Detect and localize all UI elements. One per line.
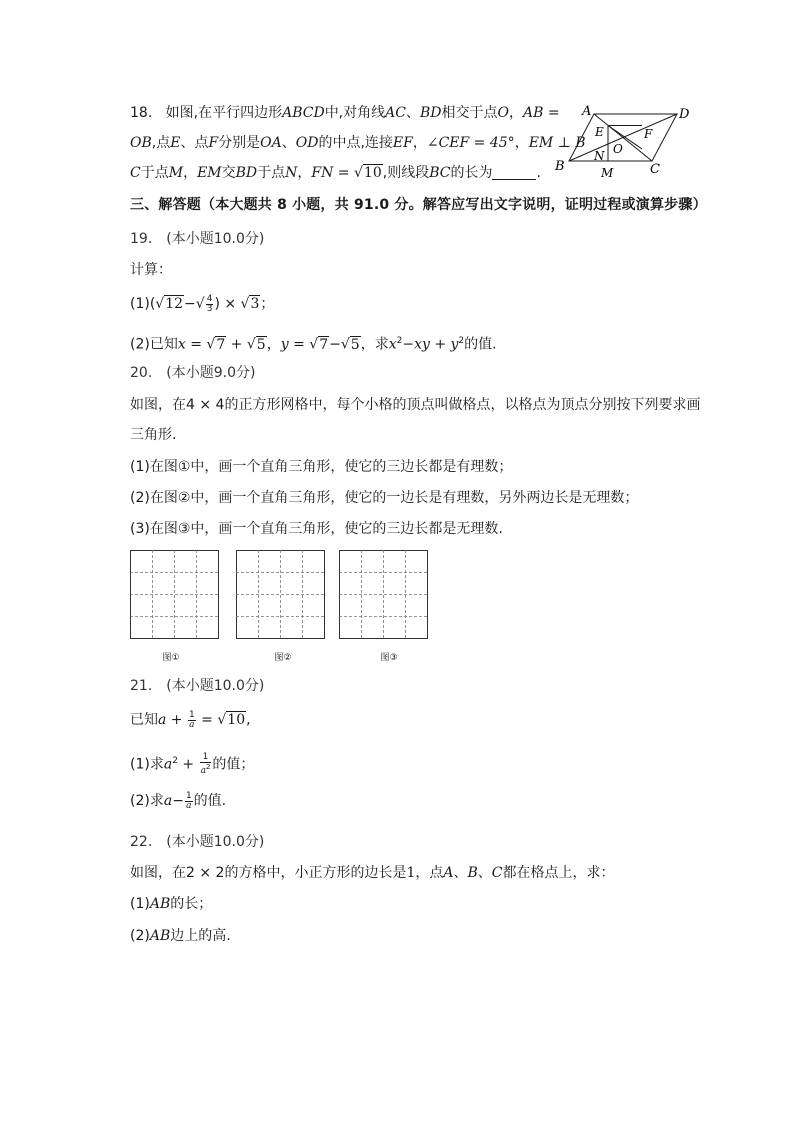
q22-text: 如图，在2 × 2的方格中，小正方形的边长是1，点A、B、C都在格点上，求： — [130, 865, 615, 881]
label-M: M — [601, 166, 614, 180]
q20-heading: 20. (本小题9.0分) — [130, 365, 256, 381]
q21-part2: (2)求a− $\frac{1}{a}$ 的值. — [130, 790, 227, 811]
section-header: 三、解答题（本大题共 8 小题，共 91.0 分。解答应写出文字说明，证明过程或演算步骤） — [130, 197, 707, 213]
q18-line-3: C于点M，EM交BD于点N，FN = √10,则线段BC的长为 . — [130, 165, 541, 181]
q19-part2: (2)已知x = √7 + √5，y = √7−√5，求$x^2-xy + y^2$的值. — [130, 336, 497, 353]
q19-intro: 计算： — [130, 262, 172, 278]
q21-given: 已知a + $\frac{1}{a}$ = √10, — [130, 709, 251, 730]
q22-part2: (2)AB边上的高. — [130, 928, 231, 944]
label-F: F — [644, 127, 653, 141]
q20-part3: (3)在图③中，画一个直角三角形，使它的三边长都是无理数. — [130, 521, 503, 537]
grid-figure-3[interactable] — [339, 550, 428, 639]
q19-heading: 19. (本小题10.0分) — [130, 231, 265, 247]
label-D: D — [679, 107, 690, 122]
grid-label-2: 图② — [274, 653, 292, 663]
parallelogram-figure — [552, 103, 702, 183]
grid-figure-1[interactable] — [130, 550, 219, 639]
q20-part2: (2)在图②中，画一个直角三角形，使它的一边长是有理数，另外两边长是无理数； — [130, 490, 639, 506]
q19-part1: (1)(√12−√ $\frac{4}{3}$ ) × √3； — [130, 293, 275, 314]
q18-line-2: OB,点E、点F分别是OA、OD的中点,连接EF，∠CEF = 45°，EM ⊥ B — [130, 135, 586, 151]
q21-part1: (1)求$a^2$ + $\frac{1}{a^2}$ 的值； — [130, 752, 255, 777]
label-E: E — [595, 125, 604, 139]
q22-heading: 22. (本小题10.0分) — [130, 834, 265, 850]
q22-part1: (1)AB的长； — [130, 896, 213, 912]
grid-label-3: 图③ — [380, 653, 398, 663]
q20-part1: (1)在图①中，画一个直角三角形，使它的三边长都是有理数； — [130, 459, 513, 475]
label-N: N — [594, 149, 605, 163]
label-A: A — [582, 104, 592, 119]
grid-label-1: 图① — [162, 653, 180, 663]
q20-text-1: 如图，在4 × 4的正方形网格中，每个小格的顶点叫做格点，以格点为顶点分别按下列要求画 — [130, 397, 701, 413]
grid-figure-2[interactable] — [236, 550, 325, 639]
q20-text-2: 三角形. — [130, 427, 177, 443]
label-B: B — [555, 159, 565, 174]
q18-line-1: 18. 如图,在平行四边形ABCD中,对角线AC、BD相交于点O，AB = — [130, 105, 560, 121]
q21-heading: 21. (本小题10.0分) — [130, 678, 265, 694]
label-O: O — [613, 142, 623, 156]
label-C: C — [650, 162, 660, 177]
answer-blank[interactable] — [492, 165, 536, 180]
q18-number: 18. — [130, 105, 153, 121]
